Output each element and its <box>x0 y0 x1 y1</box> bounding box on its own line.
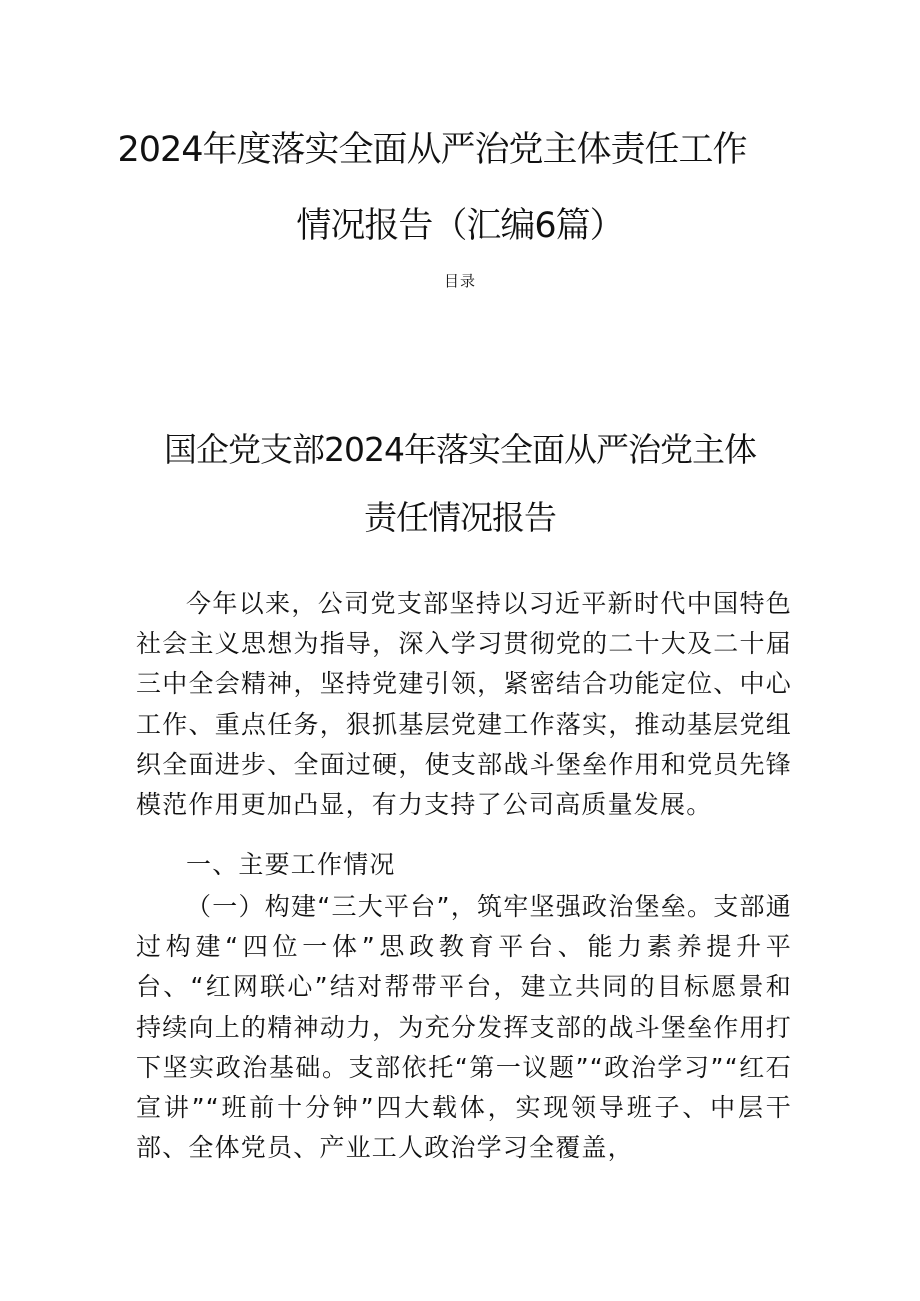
body-paragraph-1: （一）构建“三大平台”，筑牢坚强政治堡垒。支部通过构建“四位一体”思政教育平台、能力素养提升平台、“红网联心”结对帮带平台，建立共同的目标愿景和持续向上的精神动力，为充分发挥支部的战斗堡垒作用打下坚实政治基础。支部依托“第一议题”“政治学习”“红石宣讲”“班前十分钟”四大载体，实现领导班子、中层干部、全体党员、产业工人政治学习全覆盖， <box>136 892 792 1163</box>
table-of-contents-label: 目录 <box>443 272 476 290</box>
section-title-line-2: 责任情况报告 <box>364 498 556 537</box>
section-title-line-1: 国企党支部2024年落实全面从严治党主体 <box>164 430 756 469</box>
intro-paragraph: 今年以来，公司党支部坚持以习近平新时代中国特色社会主义思想为指导，深入学习贯彻党的二十大及二十届三中全会精神，坚持党建引领，紧密结合功能定位、中心工作、重点任务，狠抓基层党建工作落实，推动基层党组织全面进步、全面过硬，使支部战斗堡垒作用和党员先锋模范作用更加凸显，有力支持了公司高质量发展。 <box>136 589 792 820</box>
document-title-line-2: 情况报告（汇编6篇） <box>296 206 624 246</box>
section-heading-main-work: 一、主要工作情况 <box>186 850 396 879</box>
document-title-line-1: 2024年度落实全面从严治党主体责任工作 <box>117 130 747 170</box>
